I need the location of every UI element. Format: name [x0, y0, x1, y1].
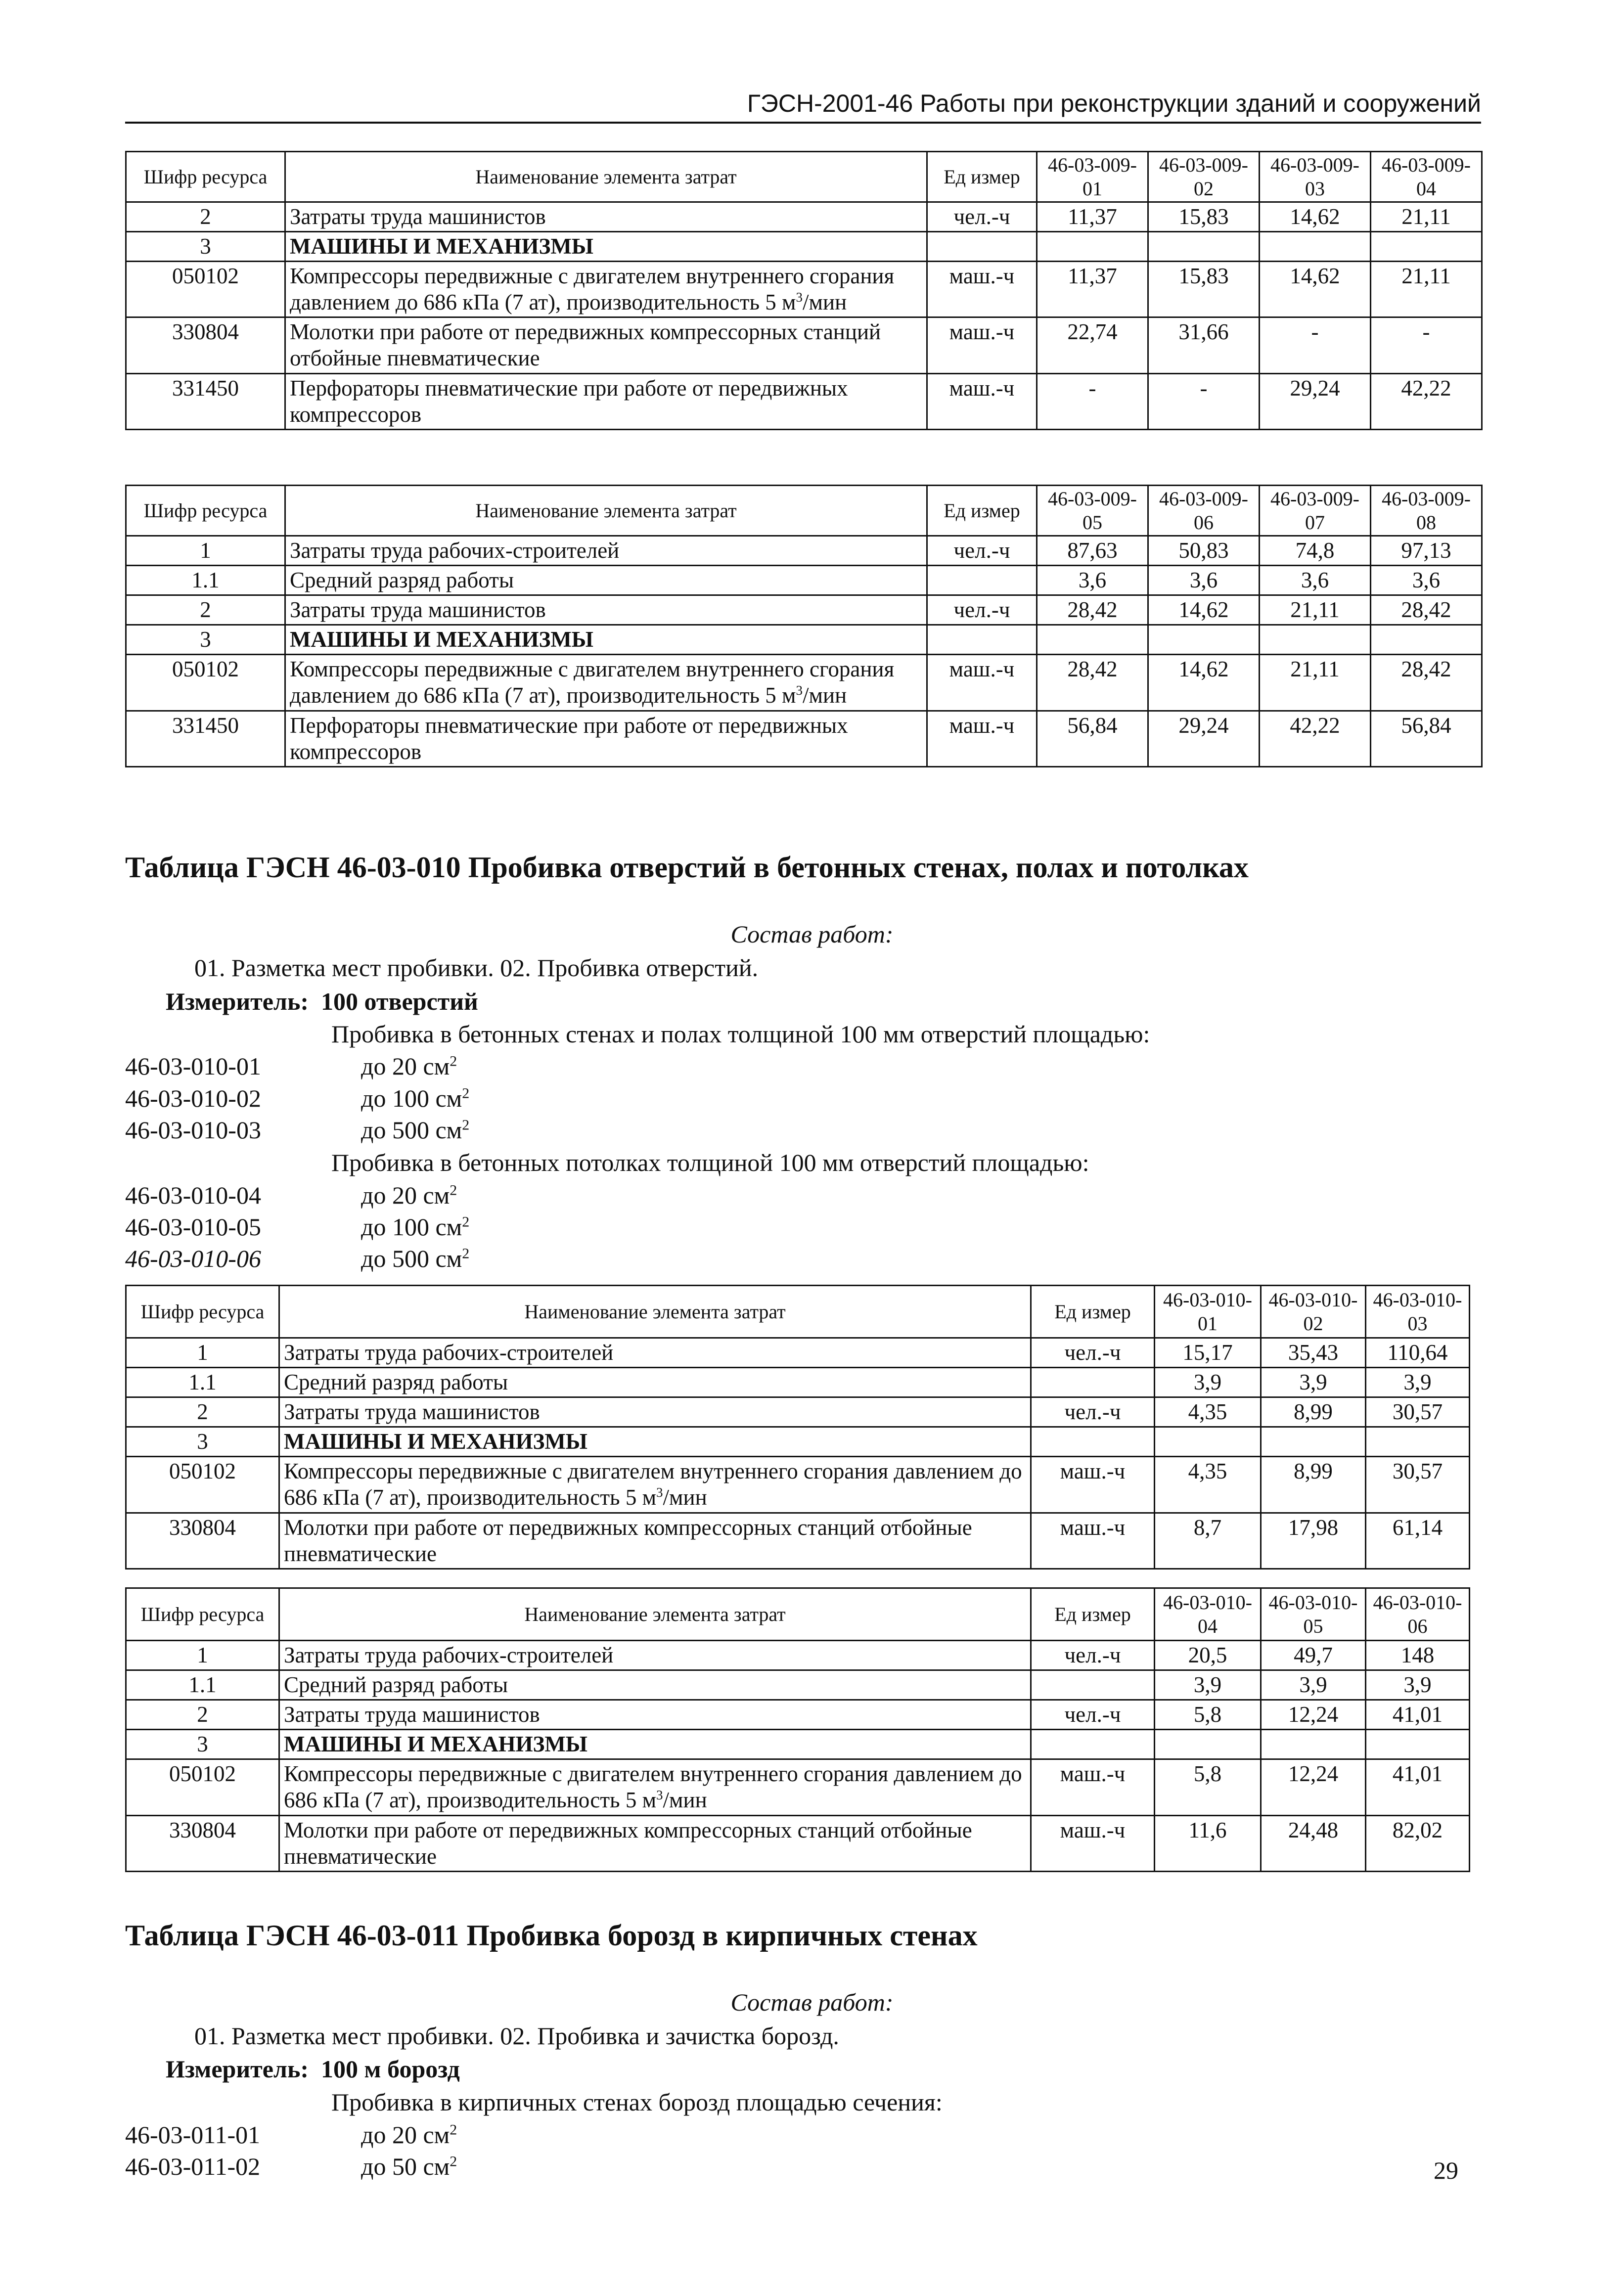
col-header-code: 46-03-009-07 [1260, 486, 1371, 536]
col-header-code: 46-03-009-02 [1148, 152, 1260, 202]
resource-table-010-01-03 [125, 1285, 1470, 1570]
resource-table-009-01-04 [125, 151, 1483, 430]
col-header-shifr: Шифр ресурса [126, 152, 285, 202]
table-row: 330804 Молотки при работе от передвижных компрессорных станций отбойные пневматические маш.-ч 8,7 17,98 61,14 [126, 1513, 1470, 1569]
col-header-name: Наименование элемента затрат [285, 152, 927, 202]
table-row: 3 МАШИНЫ И МЕХАНИЗМЫ [126, 1730, 1470, 1759]
work-composition-heading: Состав работ: [730, 1988, 894, 2016]
col-header-code: 46-03-009-01 [1037, 152, 1148, 202]
table-row: 3 МАШИНЫ И МЕХАНИЗМЫ [126, 1427, 1470, 1457]
group-heading: Пробивка в кирпичных стенах борозд площадью сечения: [331, 2088, 943, 2116]
col-header-code: 46-03-010-01 [1155, 1286, 1261, 1338]
table-row: 1 Затраты труда рабочих-строителей чел.-ч 20,5 49,7 148 [126, 1641, 1470, 1670]
col-header-shifr: Шифр ресурса [126, 486, 285, 536]
norm-text: до 500 $см^2$ [361, 1245, 470, 1272]
norm-code: 46-03-010-05 [125, 1213, 261, 1241]
col-header-code: 46-03-010-06 [1366, 1588, 1470, 1641]
norm-code: 46-03-011-01 [125, 2121, 261, 2149]
table-row: 1.1 Средний разряд работы 3,6 3,6 3,6 3,6 [126, 566, 1482, 595]
col-header-code: 46-03-009-06 [1148, 486, 1260, 536]
measure-value: 100 м борозд [321, 2055, 460, 2083]
col-header-unit: Ед измер [927, 152, 1037, 202]
col-header-name: Наименование элемента затрат [279, 1286, 1031, 1338]
section-title: Таблица ГЭСН 46-03-011 Пробивка борозд в кирпичных стенах [125, 1919, 978, 1952]
col-header-code: 46-03-010-05 [1261, 1588, 1366, 1641]
table-row: 1 Затраты труда рабочих-строителей чел.-ч 15,17 35,43 110,64 [126, 1338, 1470, 1368]
table-row: 1 Затраты труда рабочих-строителей чел.-ч 87,63 50,83 74,8 97,13 [126, 536, 1482, 566]
measure-value: 100 отверстий [321, 987, 478, 1015]
col-header-code: 46-03-010-04 [1155, 1588, 1261, 1641]
norm-text: до 20 $см^2$ [361, 1052, 457, 1080]
norm-text: до 100 $см^2$ [361, 1084, 470, 1112]
norm-text: до 500 $см^2$ [361, 1116, 470, 1144]
work-list: 01. Разметка мест пробивки. 02. Пробивка отверстий. [194, 954, 759, 982]
col-header-shifr: Шифр ресурса [126, 1286, 279, 1338]
col-header-code: 46-03-009-04 [1371, 152, 1482, 202]
resource-table-009-05-08 [125, 485, 1483, 767]
table-row: 1.1 Средний разряд работы 3,9 3,9 3,9 [126, 1670, 1470, 1700]
measure-label: Измеритель: [166, 2055, 309, 2083]
col-header-code: 46-03-010-02 [1261, 1286, 1366, 1338]
measure-line [166, 987, 478, 1016]
table-row: 2 Затраты труда машинистов чел.-ч 5,8 12,24 41,01 [126, 1700, 1470, 1730]
section-title: Таблица ГЭСН 46-03-010 Пробивка отверстий в бетонных стенах, полах и потолках [125, 851, 1249, 884]
table-row: 050102 Компрессоры передвижные с двигателем внутреннего сгорания давлением до 686 кПа (7 ат), производительность 5 $м^3$/мин маш.-ч 5,8 12,24 41,01 [126, 1759, 1470, 1815]
table-row: 3 МАШИНЫ И МЕХАНИЗМЫ [126, 232, 1482, 262]
col-header-unit: Ед измер [1031, 1588, 1155, 1641]
norm-text: до 20 $см^2$ [361, 1181, 457, 1209]
col-header-name: Наименование элемента затрат [285, 486, 927, 536]
col-header-code: 46-03-009-08 [1371, 486, 1482, 536]
norm-code: 46-03-010-01 [125, 1052, 261, 1080]
running-header: ГЭСН-2001-46 Работы при реконструкции зданий и сооружений [125, 89, 1481, 124]
col-header-unit: Ед измер [1031, 1286, 1155, 1338]
col-header-name: Наименование элемента затрат [279, 1588, 1031, 1641]
measure-label: Измеритель: [166, 987, 309, 1015]
col-header-code: 46-03-009-03 [1260, 152, 1371, 202]
table-row: 2 Затраты труда машинистов чел.-ч 28,42 14,62 21,11 28,42 [126, 595, 1482, 625]
norm-code: 46-03-011-02 [125, 2153, 261, 2180]
table-row: 331450 Перфораторы пневматические при работе от передвижных компрессоров маш.-ч - - 29,24 42,22 [126, 373, 1482, 429]
norm-text: до 50 $см^2$ [361, 2153, 457, 2180]
norm-text: до 100 $см^2$ [361, 1213, 470, 1241]
measure-line [166, 2055, 460, 2083]
work-composition-heading: Состав работ: [730, 920, 894, 948]
col-header-code: 46-03-009-05 [1037, 486, 1148, 536]
col-header-shifr: Шифр ресурса [126, 1588, 279, 1641]
norm-text: до 20 $см^2$ [361, 2121, 457, 2149]
col-header-code: 46-03-010-03 [1366, 1286, 1470, 1338]
table-row: 2 Затраты труда машинистов чел.-ч 11,37 15,83 14,62 21,11 [126, 202, 1482, 232]
resource-table-010-04-06 [125, 1587, 1470, 1872]
table-row: 050102 Компрессоры передвижные с двигателем внутреннего сгорания давлением до 686 кПа (7 ат), производительность 5 $м^3$/мин маш.-ч 28,42 14,62 21,11 28,42 [126, 655, 1482, 711]
table-row: 3 МАШИНЫ И МЕХАНИЗМЫ [126, 625, 1482, 655]
group-heading: Пробивка в бетонных стенах и полах толщиной 100 мм отверстий площадью: [331, 1020, 1150, 1048]
table-row: 1.1 Средний разряд работы 3,9 3,9 3,9 [126, 1368, 1470, 1397]
table-row: 330804 Молотки при работе от передвижных компрессорных станций отбойные пневматические маш.-ч 11,6 24,48 82,02 [126, 1815, 1470, 1871]
norm-code: 46-03-010-02 [125, 1084, 261, 1112]
table-row: 050102 Компрессоры передвижные с двигателем внутреннего сгорания давлением до 686 кПа (7 ат), производительность 5 $м^3$/мин маш.-ч 4,35 8,99 30,57 [126, 1457, 1470, 1513]
norm-code: 46-03-010-06 [125, 1245, 261, 1272]
norm-code: 46-03-010-04 [125, 1181, 261, 1209]
col-header-unit: Ед измер [927, 486, 1037, 536]
table-row: 2 Затраты труда машинистов чел.-ч 4,35 8,99 30,57 [126, 1397, 1470, 1427]
work-list: 01. Разметка мест пробивки. 02. Пробивка и зачистка борозд. [194, 2022, 839, 2050]
table-row: 050102 Компрессоры передвижные с двигателем внутреннего сгорания давлением до 686 кПа (7 ат), производительность 5 $м^3$/мин маш.-ч 11,37 15,83 14,62 21,11 [126, 262, 1482, 317]
table-row: 330804 Молотки при работе от передвижных компрессорных станций отбойные пневматические маш.-ч 22,74 31,66 - - [126, 317, 1482, 373]
page-number: 29 [1434, 2156, 1458, 2184]
group-heading: Пробивка в бетонных потолках толщиной 100 мм отверстий площадью: [331, 1149, 1089, 1176]
table-row: 331450 Перфораторы пневматические при работе от передвижных компрессоров маш.-ч 56,84 29,24 42,22 56,84 [126, 711, 1482, 766]
norm-code: 46-03-010-03 [125, 1116, 261, 1144]
